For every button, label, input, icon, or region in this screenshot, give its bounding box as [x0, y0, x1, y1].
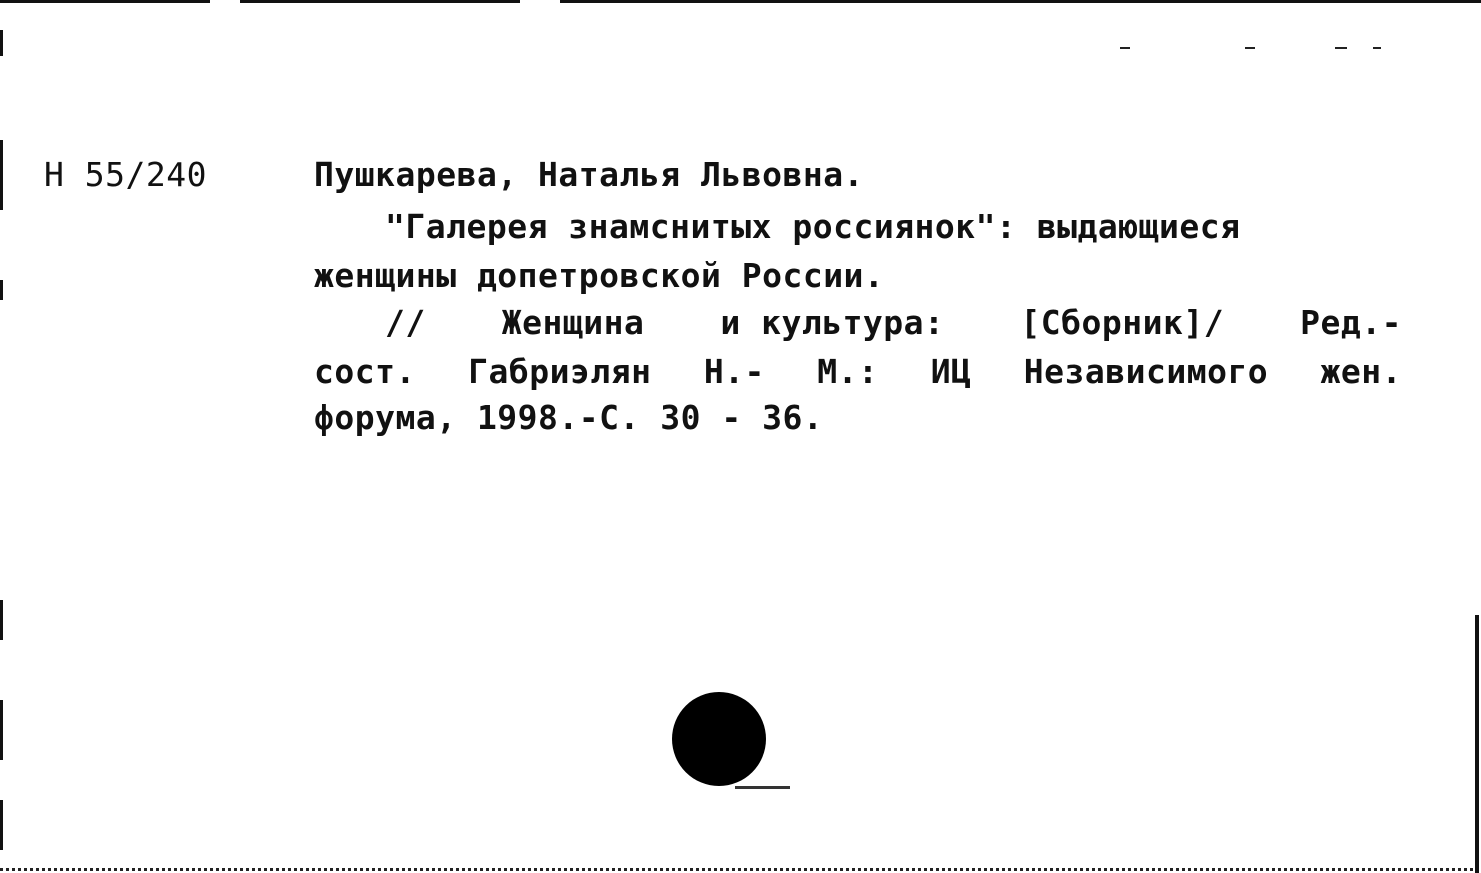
scan-speck [1120, 47, 1130, 49]
source-word: сост. [314, 352, 416, 391]
source-word: Ред.- [1300, 303, 1402, 342]
scan-speck [1335, 47, 1347, 49]
card-bottom-edge [0, 868, 1481, 871]
source-line-2 [314, 352, 1402, 391]
source-line-1 [385, 303, 1402, 342]
title-line-1-text: "Галерея знамснитых россиянок": выдающиеся [385, 207, 1241, 246]
card-top-edge [0, 0, 1481, 3]
title-line-1 [385, 207, 1240, 246]
source-word: ИЦ [930, 352, 972, 391]
card-right-edge [1475, 615, 1479, 873]
source-word: М.: [817, 352, 879, 391]
source-word: Н.- [703, 352, 765, 391]
scan-speck [1245, 47, 1255, 49]
call-number: Н 55/240 [44, 155, 207, 194]
source-word: Габриэлян [468, 352, 652, 391]
source-word: // [385, 303, 426, 342]
source-word: Женщина [501, 303, 645, 342]
punch-hole [672, 692, 766, 786]
title-line-2: женщины допетровской России. [314, 256, 885, 295]
source-word: [Сборник]/ [1020, 303, 1225, 342]
source-word: Независимого [1023, 352, 1269, 391]
punch-hole-shadow [735, 786, 790, 789]
author-line: Пушкарева, Наталья Львовна. [314, 155, 864, 194]
source-line-3: форума, 1998.-С. 30 - 36. [314, 398, 824, 437]
source-word: и культура: [720, 303, 945, 342]
scan-speck [1373, 47, 1381, 49]
card-left-edge [0, 0, 3, 873]
source-word: жен. [1320, 352, 1402, 391]
